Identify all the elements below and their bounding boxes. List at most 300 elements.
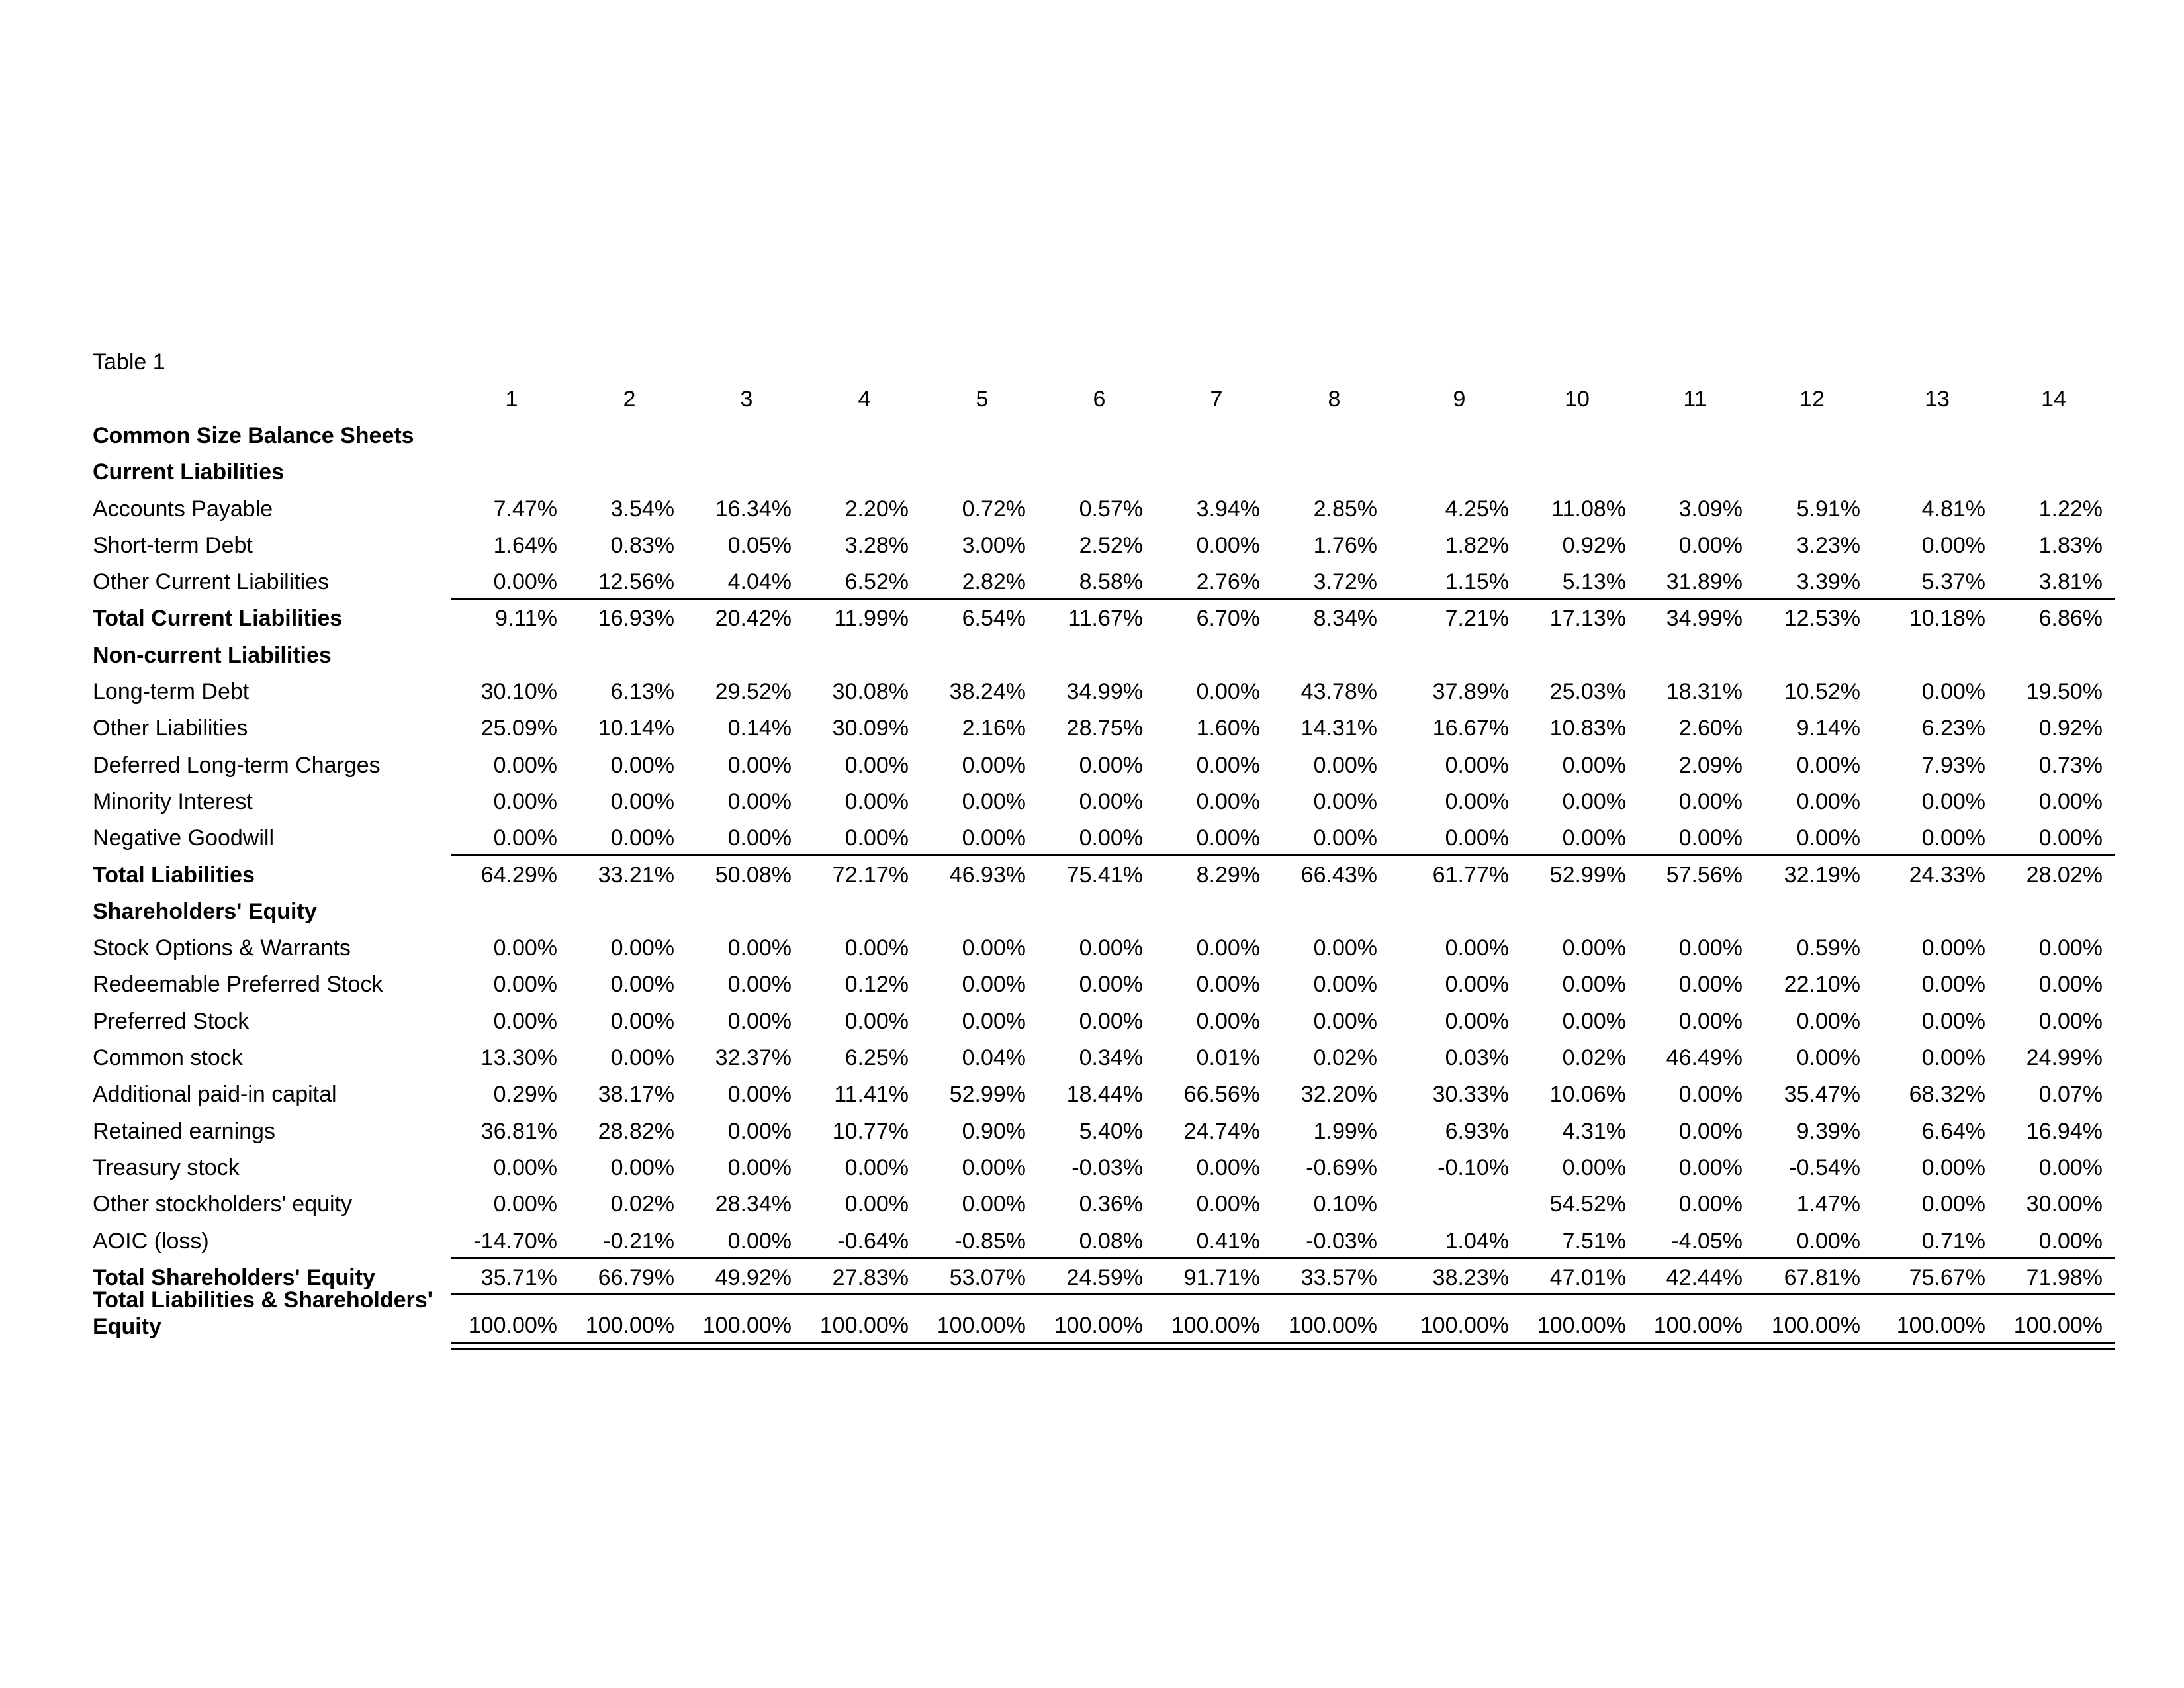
table-cell: 16.94%	[2026, 1119, 2103, 1144]
table-cell: 1.76%	[1313, 533, 1377, 558]
row-label: Other Current Liabilities	[93, 569, 330, 594]
table-cell: 34.99%	[1666, 606, 1743, 631]
table-cell: 6.25%	[844, 1045, 909, 1070]
table-cell: 0.00%	[610, 972, 674, 997]
total-rule	[451, 598, 2115, 600]
table-cell: 9.14%	[1796, 716, 1860, 741]
table-cell: 24.99%	[2026, 1045, 2103, 1070]
table-cell: 1.60%	[1196, 716, 1260, 741]
table-cell: 6.52%	[844, 569, 909, 594]
table-cell: 3.72%	[1313, 569, 1377, 594]
table-cell: 0.00%	[1196, 533, 1260, 558]
table-cell: 0.00%	[844, 1009, 909, 1034]
table-cell: 3.28%	[844, 533, 909, 558]
table-cell: 37.89%	[1432, 679, 1509, 704]
table-cell: 4.25%	[1445, 496, 1509, 522]
table-cell: 2.20%	[844, 496, 909, 522]
table-cell: 10.77%	[832, 1119, 909, 1144]
table-cell: 0.00%	[727, 1155, 792, 1180]
table-cell: 0.00%	[962, 1009, 1026, 1034]
table-cell: 0.00%	[1445, 825, 1509, 851]
column-header: 7	[1210, 387, 1223, 412]
table-cell: 0.00%	[1678, 1155, 1743, 1180]
table-cell: 0.00%	[1921, 1155, 1985, 1180]
table-cell: 46.93%	[949, 863, 1026, 888]
table-cell: 100.00%	[1771, 1313, 1860, 1338]
table-cell: 0.00%	[1313, 825, 1377, 851]
table-cell: 0.00%	[1796, 825, 1860, 851]
table-cell: 0.00%	[727, 753, 792, 778]
table-cell: 2.76%	[1196, 569, 1260, 594]
table-cell: 28.75%	[1066, 716, 1143, 741]
row-label: Other Liabilities	[93, 716, 248, 741]
column-header: 1	[505, 387, 518, 412]
table-cell: 0.90%	[962, 1119, 1026, 1144]
table-cell: 0.00%	[2038, 789, 2103, 814]
row-label: Accounts Payable	[93, 496, 273, 522]
table-cell: 100.00%	[1420, 1313, 1509, 1338]
table-cell: 0.00%	[1196, 1155, 1260, 1180]
table-cell: 0.00%	[1678, 825, 1743, 851]
table-cell: 1.22%	[2038, 496, 2103, 522]
table-cell: 25.03%	[1549, 679, 1626, 704]
table-cell: 0.00%	[2038, 825, 2103, 851]
table-cell: 28.02%	[2026, 863, 2103, 888]
table-cell: 0.00%	[1921, 825, 1985, 851]
table-cell: 6.64%	[1921, 1119, 1985, 1144]
table-cell: 11.08%	[1551, 496, 1626, 522]
table-cell: 18.44%	[1066, 1082, 1143, 1107]
table-cell: 0.00%	[1562, 1009, 1626, 1034]
table-cell: 3.94%	[1196, 496, 1260, 522]
table-cell: 0.00%	[2038, 1009, 2103, 1034]
table-cell: 0.00%	[727, 1119, 792, 1144]
table-cell: 0.00%	[610, 1155, 674, 1180]
table-cell: 0.29%	[493, 1082, 557, 1107]
table-cell: 9.11%	[495, 606, 557, 631]
table-cell: 1.83%	[2038, 533, 2103, 558]
table-cell: 0.02%	[1562, 1045, 1626, 1070]
table-cell: 4.04%	[727, 569, 792, 594]
table-cell: 0.00%	[1079, 789, 1143, 814]
table-cell: 32.19%	[1784, 863, 1860, 888]
row-label: Other stockholders' equity	[93, 1192, 353, 1217]
table-cell: 0.00%	[493, 753, 557, 778]
table-cell: 8.29%	[1196, 863, 1260, 888]
table-cell: 1.47%	[1796, 1192, 1860, 1217]
table-cell: 0.00%	[1796, 753, 1860, 778]
table-cell: 67.81%	[1784, 1265, 1860, 1290]
table-cell: -0.64%	[837, 1229, 909, 1254]
table-cell: 0.00%	[727, 1009, 792, 1034]
table-cell: 0.00%	[727, 972, 792, 997]
table-caption: Table 1	[93, 350, 165, 375]
table-cell: 1.04%	[1445, 1229, 1509, 1254]
section-header: Common Size Balance Sheets	[93, 423, 414, 448]
table-cell: 0.00%	[1562, 753, 1626, 778]
table-cell: 7.21%	[1445, 606, 1509, 631]
table-cell: 33.21%	[598, 863, 674, 888]
table-cell: 35.47%	[1784, 1082, 1860, 1107]
table-cell: 61.77%	[1432, 863, 1509, 888]
table-cell: 0.00%	[1079, 753, 1143, 778]
table-cell: 100.00%	[936, 1313, 1026, 1338]
table-cell: 38.23%	[1432, 1265, 1509, 1290]
table-cell: -14.70%	[473, 1229, 557, 1254]
table-cell: 2.52%	[1079, 533, 1143, 558]
table-cell: 0.00%	[962, 972, 1026, 997]
table-cell: 0.00%	[727, 825, 792, 851]
table-cell: 0.00%	[1678, 1009, 1743, 1034]
table-cell: 5.40%	[1079, 1119, 1143, 1144]
column-header: 3	[740, 387, 753, 412]
table-cell: 5.13%	[1562, 569, 1626, 594]
column-header: 9	[1453, 387, 1466, 412]
table-cell: 24.59%	[1066, 1265, 1143, 1290]
row-label: Treasury stock	[93, 1155, 240, 1180]
table-cell: 0.92%	[2038, 716, 2103, 741]
table-cell: 3.09%	[1678, 496, 1743, 522]
table-cell: 0.01%	[1196, 1045, 1260, 1070]
column-header: 10	[1565, 387, 1590, 412]
row-label: Long-term Debt	[93, 679, 250, 704]
table-cell: 0.00%	[610, 753, 674, 778]
table-cell: 36.81%	[480, 1119, 557, 1144]
table-cell: 7.47%	[493, 496, 557, 522]
table-cell: 0.02%	[610, 1192, 674, 1217]
table-cell: 0.00%	[844, 1155, 909, 1180]
table-cell: 0.00%	[1196, 935, 1260, 961]
table-cell: 16.67%	[1432, 716, 1509, 741]
table-cell: 25.09%	[480, 716, 557, 741]
table-cell: 0.00%	[1313, 753, 1377, 778]
table-cell: 0.00%	[1678, 1192, 1743, 1217]
table-cell: 52.99%	[949, 1082, 1026, 1107]
table-cell: 30.00%	[2026, 1192, 2103, 1217]
table-cell: 0.00%	[1313, 789, 1377, 814]
column-header: 5	[976, 387, 989, 412]
table-cell: -0.54%	[1789, 1155, 1860, 1180]
table-cell: 47.01%	[1549, 1265, 1626, 1290]
table-cell: 32.37%	[715, 1045, 792, 1070]
table-cell: 0.00%	[1562, 972, 1626, 997]
table-cell: 3.39%	[1796, 569, 1860, 594]
table-cell: 17.13%	[1549, 606, 1626, 631]
column-header: 8	[1328, 387, 1341, 412]
table-cell: 100.00%	[1054, 1313, 1143, 1338]
table-cell: 38.17%	[598, 1082, 674, 1107]
row-label: Common stock	[93, 1045, 243, 1070]
table-cell: 0.00%	[962, 1192, 1026, 1217]
table-cell: 1.82%	[1445, 533, 1509, 558]
table-cell: 0.00%	[1196, 1192, 1260, 1217]
table-cell: 0.00%	[1921, 1009, 1985, 1034]
section-header: Shareholders' Equity	[93, 899, 317, 924]
table-cell: 0.00%	[493, 789, 557, 814]
table-cell: 0.00%	[1921, 533, 1985, 558]
table-cell: 6.13%	[610, 679, 674, 704]
row-label: AOIC (loss)	[93, 1229, 209, 1254]
table-cell: 0.00%	[727, 789, 792, 814]
table-cell: 0.00%	[493, 935, 557, 961]
table-cell: 0.14%	[727, 716, 792, 741]
table-cell: 16.93%	[598, 606, 674, 631]
total-rule	[451, 1293, 2115, 1295]
table-cell: 75.67%	[1909, 1265, 1985, 1290]
table-cell: 0.00%	[610, 1045, 674, 1070]
table-cell: 30.33%	[1432, 1082, 1509, 1107]
table-cell: 5.91%	[1796, 496, 1860, 522]
table-cell: 0.57%	[1079, 496, 1143, 522]
table-cell: 0.00%	[1796, 1045, 1860, 1070]
table-cell: 0.00%	[962, 753, 1026, 778]
table-cell: -4.05%	[1671, 1229, 1743, 1254]
table-cell: 66.79%	[598, 1265, 674, 1290]
section-header: Total Current Liabilities	[93, 606, 343, 631]
table-cell: 11.41%	[834, 1082, 909, 1107]
table-cell: 0.00%	[1313, 935, 1377, 961]
table-cell: 35.71%	[480, 1265, 557, 1290]
row-label: Preferred Stock	[93, 1009, 250, 1034]
table-cell: 66.56%	[1183, 1082, 1260, 1107]
table-cell: 100.00%	[2013, 1313, 2103, 1338]
table-cell: 100.00%	[1896, 1313, 1985, 1338]
table-cell: 3.00%	[962, 533, 1026, 558]
column-header: 2	[623, 387, 636, 412]
table-cell: 0.00%	[1445, 789, 1509, 814]
table-cell: 0.00%	[1079, 1009, 1143, 1034]
row-label: Stock Options & Warrants	[93, 935, 351, 961]
table-cell: 34.99%	[1066, 679, 1143, 704]
table-cell: 75.41%	[1066, 863, 1143, 888]
table-cell: 0.00%	[1921, 972, 1985, 997]
table-cell: 64.29%	[480, 863, 557, 888]
table-cell: 20.42%	[715, 606, 792, 631]
table-cell: 46.49%	[1666, 1045, 1743, 1070]
double-rule-bottom	[451, 1348, 2115, 1350]
column-header: 11	[1683, 387, 1707, 412]
table-cell: 0.00%	[1313, 972, 1377, 997]
table-cell: 0.59%	[1796, 935, 1860, 961]
row-label: Short-term Debt	[93, 533, 253, 558]
table-cell: 0.00%	[844, 789, 909, 814]
table-cell: 0.10%	[1313, 1192, 1377, 1217]
table-cell: 0.00%	[1678, 789, 1743, 814]
table-cell: 0.92%	[1562, 533, 1626, 558]
table-cell: 0.00%	[1445, 753, 1509, 778]
table-cell: 52.99%	[1549, 863, 1626, 888]
table-cell: 10.83%	[1549, 716, 1626, 741]
table-cell: 28.34%	[715, 1192, 792, 1217]
table-cell: -0.10%	[1437, 1155, 1509, 1180]
table-cell: 0.00%	[962, 1155, 1026, 1180]
table-cell: 71.98%	[2026, 1265, 2103, 1290]
table-cell: 0.00%	[493, 1155, 557, 1180]
total-rule	[451, 854, 2115, 856]
table-cell: 10.52%	[1784, 679, 1860, 704]
table-cell: 10.14%	[598, 716, 674, 741]
table-cell: 57.56%	[1666, 863, 1743, 888]
table-cell: 6.54%	[962, 606, 1026, 631]
table-cell: 0.00%	[493, 1192, 557, 1217]
table-cell: 1.99%	[1313, 1119, 1377, 1144]
table-cell: 4.81%	[1921, 496, 1985, 522]
table-cell: 43.78%	[1300, 679, 1377, 704]
table-cell: 0.00%	[493, 825, 557, 851]
table-cell: 0.00%	[1196, 679, 1260, 704]
table-cell: 11.99%	[834, 606, 909, 631]
table-cell: 28.82%	[598, 1119, 674, 1144]
row-label: Negative Goodwill	[93, 825, 275, 851]
table-cell: 16.34%	[715, 496, 792, 522]
table-cell: 3.23%	[1796, 533, 1860, 558]
table-cell: 3.54%	[610, 496, 674, 522]
table-cell: 0.00%	[1921, 1192, 1985, 1217]
table-cell: 3.81%	[2038, 569, 2103, 594]
table-cell: 0.00%	[1796, 1009, 1860, 1034]
table-cell: 11.67%	[1068, 606, 1143, 631]
column-header: 14	[2041, 387, 2066, 412]
table-cell: 0.36%	[1079, 1192, 1143, 1217]
table-cell: 100.00%	[468, 1313, 557, 1338]
table-cell: 24.74%	[1183, 1119, 1260, 1144]
table-cell: 0.00%	[1562, 1155, 1626, 1180]
total-rule	[451, 1257, 2115, 1259]
table-cell: 8.58%	[1079, 569, 1143, 594]
table-cell: 100.00%	[1537, 1313, 1626, 1338]
table-cell: 0.00%	[610, 825, 674, 851]
table-cell: 0.00%	[844, 935, 909, 961]
table-cell: 30.09%	[832, 716, 909, 741]
table-cell: 0.00%	[610, 1009, 674, 1034]
table-cell: 91.71%	[1183, 1265, 1260, 1290]
column-header: 4	[858, 387, 871, 412]
table-cell: 0.00%	[1921, 935, 1985, 961]
table-cell: 0.73%	[2038, 753, 2103, 778]
table-cell: 0.00%	[1079, 825, 1143, 851]
table-cell: 33.57%	[1300, 1265, 1377, 1290]
table-cell: -0.85%	[954, 1229, 1026, 1254]
table-cell: 50.08%	[715, 863, 792, 888]
table-cell: 0.00%	[1921, 679, 1985, 704]
table-cell: 2.60%	[1678, 716, 1743, 741]
table-cell: 1.15%	[1445, 569, 1509, 594]
table-cell: 0.00%	[1796, 789, 1860, 814]
table-cell: 0.00%	[1445, 972, 1509, 997]
table-cell: -0.03%	[1071, 1155, 1143, 1180]
table-cell: 6.23%	[1921, 716, 1985, 741]
table-cell: 7.93%	[1921, 753, 1985, 778]
row-label: Total Liabilities & Shareholders' Equity	[93, 1288, 433, 1339]
table-cell: 0.02%	[1313, 1045, 1377, 1070]
table-cell: 100.00%	[819, 1313, 909, 1338]
table-cell: 0.00%	[1196, 972, 1260, 997]
table-cell: -0.03%	[1306, 1229, 1377, 1254]
table-cell: 66.43%	[1300, 863, 1377, 888]
table-cell: 30.10%	[480, 679, 557, 704]
table-cell: 1.64%	[493, 533, 557, 558]
table-cell: 6.93%	[1445, 1119, 1509, 1144]
table-cell: 0.71%	[1921, 1229, 1985, 1254]
table-cell: 68.32%	[1909, 1082, 1985, 1107]
table-cell: 0.00%	[1562, 825, 1626, 851]
table-cell: 0.00%	[610, 789, 674, 814]
table-cell: 100.00%	[585, 1313, 674, 1338]
table-cell: 0.12%	[844, 972, 909, 997]
table-cell: 53.07%	[949, 1265, 1026, 1290]
table-cell: 0.00%	[1678, 533, 1743, 558]
table-cell: 0.00%	[2038, 972, 2103, 997]
table-cell: 100.00%	[702, 1313, 792, 1338]
table-cell: 0.00%	[727, 1229, 792, 1254]
table-cell: 0.00%	[1313, 1009, 1377, 1034]
table-cell: 6.86%	[2038, 606, 2103, 631]
table-cell: 100.00%	[1171, 1313, 1260, 1338]
table-cell: 0.00%	[962, 825, 1026, 851]
table-cell: 31.89%	[1666, 569, 1743, 594]
row-label: Deferred Long-term Charges	[93, 753, 381, 778]
table-cell: 0.00%	[844, 753, 909, 778]
table-cell: 5.37%	[1921, 569, 1985, 594]
table-cell: 0.03%	[1445, 1045, 1509, 1070]
table-cell: 0.00%	[1196, 789, 1260, 814]
section-header: Total Liabilities	[93, 863, 255, 888]
table-cell: 19.50%	[2026, 679, 2103, 704]
table-cell: 2.09%	[1678, 753, 1743, 778]
table-cell: 0.00%	[1678, 1082, 1743, 1107]
section-header: Total Shareholders' Equity	[93, 1265, 375, 1290]
table-cell: 0.00%	[1678, 1119, 1743, 1144]
table-cell: 32.20%	[1300, 1082, 1377, 1107]
table-cell: 0.00%	[493, 569, 557, 594]
table-cell: 7.51%	[1562, 1229, 1626, 1254]
table-cell: 4.31%	[1562, 1119, 1626, 1144]
table-cell: 0.00%	[1196, 753, 1260, 778]
table-cell: 8.34%	[1313, 606, 1377, 631]
table-cell: 14.31%	[1300, 716, 1377, 741]
column-header: 6	[1093, 387, 1106, 412]
table-cell: 0.00%	[1678, 935, 1743, 961]
table-cell: 9.39%	[1796, 1119, 1860, 1144]
table-cell: 0.34%	[1079, 1045, 1143, 1070]
table-cell: 0.00%	[844, 1192, 909, 1217]
table-cell: 0.00%	[493, 1009, 557, 1034]
section-header: Non-current Liabilities	[93, 643, 332, 668]
table-cell: 0.00%	[1445, 935, 1509, 961]
table-cell: 49.92%	[715, 1265, 792, 1290]
table-cell: 72.17%	[832, 863, 909, 888]
table-cell: 0.00%	[1079, 972, 1143, 997]
table-cell: 0.00%	[1562, 789, 1626, 814]
table-cell: 30.08%	[832, 679, 909, 704]
column-header: 12	[1799, 387, 1825, 412]
table-cell: 13.30%	[480, 1045, 557, 1070]
section-header: Current Liabilities	[93, 459, 285, 485]
row-label: Redeemable Preferred Stock	[93, 972, 383, 997]
table-cell: 12.56%	[598, 569, 674, 594]
table-cell: 42.44%	[1666, 1265, 1743, 1290]
table-cell: 100.00%	[1288, 1313, 1377, 1338]
column-header: 13	[1925, 387, 1950, 412]
row-label: Minority Interest	[93, 789, 253, 814]
table-cell: 27.83%	[832, 1265, 909, 1290]
table-cell: 0.00%	[1196, 1009, 1260, 1034]
table-cell: 0.04%	[962, 1045, 1026, 1070]
table-cell: 0.08%	[1079, 1229, 1143, 1254]
table-cell: 2.82%	[962, 569, 1026, 594]
table-cell: 0.00%	[962, 789, 1026, 814]
table-cell: 18.31%	[1666, 679, 1743, 704]
